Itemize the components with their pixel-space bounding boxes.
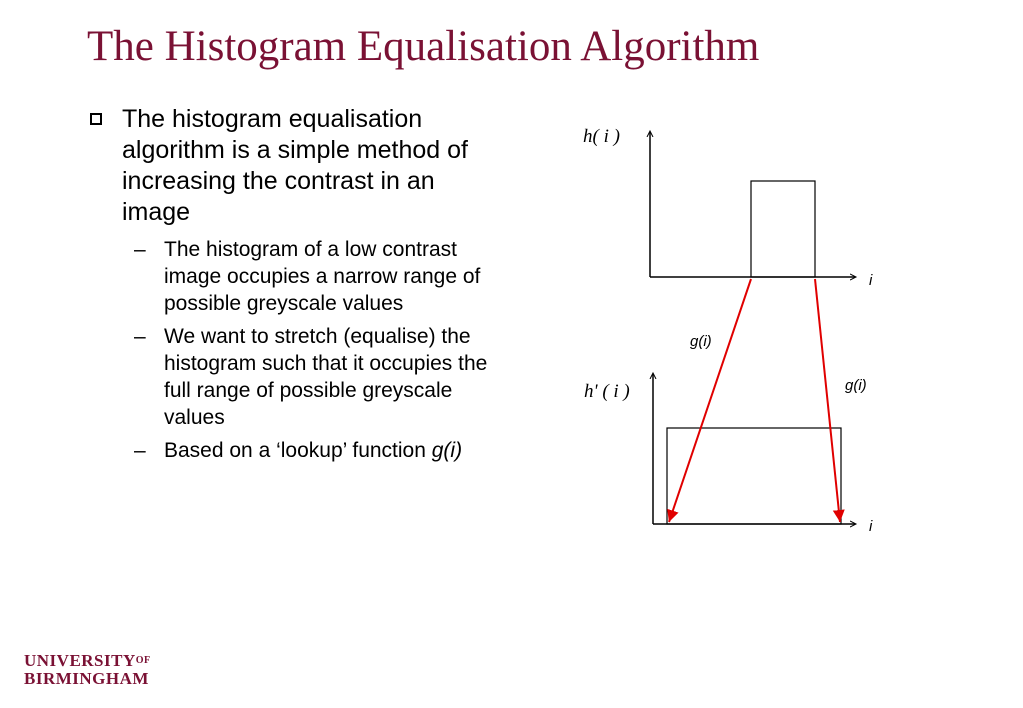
top-y-label: h( i )	[583, 126, 620, 147]
logo-line2: BIRMINGHAM	[24, 669, 149, 688]
sub-bullet-text: We want to stretch (equalise) the histogram such that it occupies the full range of possible greyscale values	[164, 325, 488, 429]
logo-of: OF	[135, 655, 151, 666]
sub-bullet-text: Based on a ‘lookup’ function	[164, 439, 432, 462]
right-mapping-label: g(i)	[845, 377, 867, 394]
university-logo	[24, 652, 151, 688]
left-mapping-label: g(i)	[690, 333, 712, 350]
bottom-y-label: h' ( i )	[584, 381, 630, 402]
main-bullet-text: The histogram equalisation algorithm is a simple method of increasing the contrast in an image	[122, 105, 468, 226]
sub-bullet-text: The histogram of a low contrast image occupies a narrow range of possible greyscale values	[164, 238, 481, 315]
slide-title: The Histogram Equalisation Algorithm	[87, 23, 760, 70]
narrow-histogram-bar	[751, 181, 815, 277]
dash-bullet: –	[134, 238, 146, 261]
dash-bullet: –	[134, 325, 146, 348]
bottom-x-label: i	[869, 518, 873, 535]
left-mapping-arrow	[669, 279, 751, 522]
wide-histogram-bar	[667, 428, 841, 524]
right-mapping-arrow	[815, 279, 840, 522]
sub-bullet-italic: g(i)	[431, 439, 463, 462]
dash-bullet: –	[134, 439, 146, 462]
logo-line1: UNIVERSITY	[24, 651, 136, 670]
top-x-label: i	[869, 272, 873, 289]
